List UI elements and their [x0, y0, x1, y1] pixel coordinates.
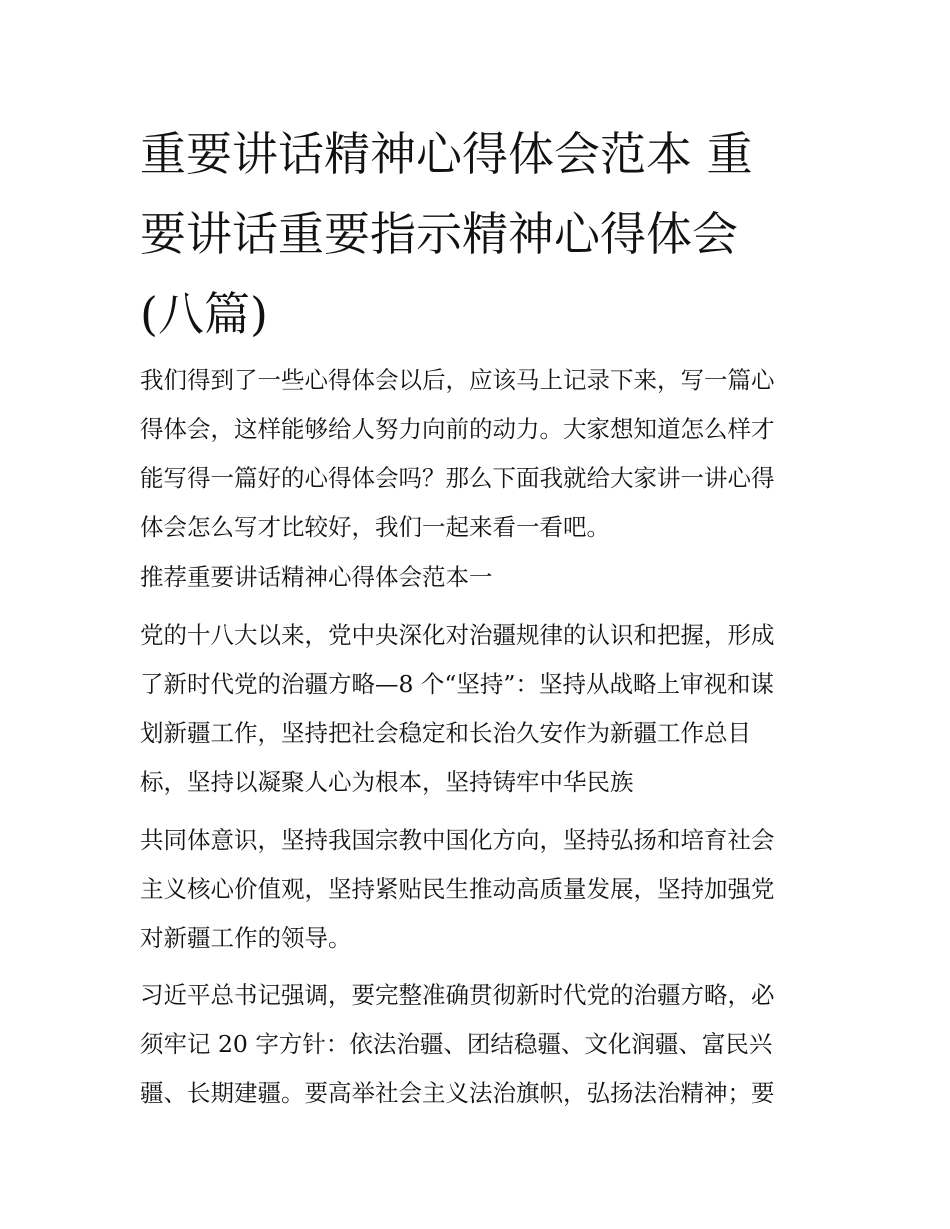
intro-line: 我们得到了一些心得体会以后，应该马上记录下来，写一篇心: [140, 366, 775, 394]
section-heading: 推荐重要讲话精神心得体会范本一: [140, 563, 493, 591]
title-line: 重要讲话精神心得体会范本 重: [140, 127, 753, 181]
paragraph-line: 疆、长期建疆。要高举社会主义法治旗帜，弘扬法治精神；要: [140, 1079, 775, 1107]
paragraph-line: 划新疆工作，坚持把社会稳定和长治久安作为新疆工作总目: [140, 719, 751, 747]
intro-line: 能写得一篇好的心得体会吗？那么下面我就给大家讲一讲心得: [140, 464, 775, 492]
paragraph-line: 对新疆工作的领导。: [140, 924, 352, 952]
paragraph-line: 须牢记 20 字方针：依法治疆、团结稳疆、文化润疆、富民兴: [140, 1030, 773, 1058]
paragraph-line: 习近平总书记强调，要完整准确贯彻新时代党的治疆方略，必: [140, 981, 775, 1009]
document-title: [140, 114, 810, 354]
intro-line: 体会怎么写才比较好，我们一起来看一看吧。: [140, 513, 610, 541]
paragraph-line: 标，坚持以凝聚人心为根本，坚持铸牢中华民族: [140, 768, 634, 796]
paragraph-line: 了新时代党的治疆方略—8 个“坚持”：坚持从战略上审视和谋: [140, 670, 774, 698]
title-line: 要讲话重要指示精神心得体会: [140, 207, 738, 261]
paragraph-line: 共同体意识，坚持我国宗教中国化方向，坚持弘扬和培育社会: [140, 826, 775, 854]
paragraph-line: 党的十八大以来，党中央深化对治疆规律的认识和把握，形成: [140, 621, 775, 649]
intro-line: 得体会，这样能够给人努力向前的动力。大家想知道怎么样才: [140, 415, 775, 443]
paragraph-line: 主义核心价值观，坚持紧贴民生推动高质量发展，坚持加强党: [140, 875, 775, 903]
title-line: (八篇): [140, 287, 268, 341]
